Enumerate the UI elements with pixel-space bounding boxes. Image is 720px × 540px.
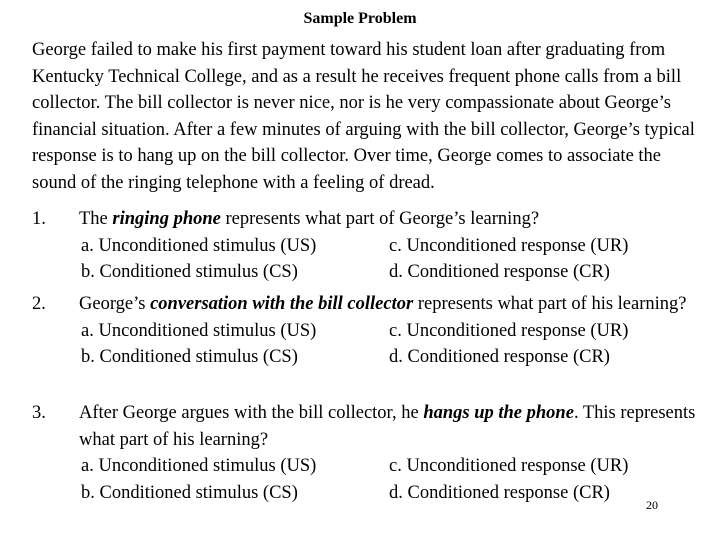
answer-options (81, 318, 704, 371)
question-number: 2. (32, 294, 46, 314)
intro-paragraph: George failed to make his first payment toward his student loan after graduating from Kentucky Technical College, and as a result he receives frequent phone calls from a bill collector. The bill collector is never nice, nor is he very compassionate about George’s financial situation. After a few minutes of arguing with the bill collector, George’s typical response is to hang up on the bill collector. Over time, George comes to associate the sound of the ringing telephone with a feeling of dread. (32, 40, 695, 193)
option-b: b. Conditioned stimulus (CS) (81, 482, 298, 503)
question-emphasis: ringing phone (112, 209, 221, 229)
answer-options (81, 453, 704, 506)
answer-options (81, 233, 704, 286)
option-b: b. Conditioned stimulus (CS) (81, 262, 298, 282)
question-emphasis: conversation with the bill collector (150, 294, 414, 314)
question-text-before: After George argues with the bill collector, he (79, 403, 424, 423)
page-number: 20 (646, 498, 658, 512)
question-text-after: represents what part of George’s learning? (220, 209, 540, 229)
option-c: c. Unconditioned response (UR) (389, 320, 629, 341)
question-number: 3. (32, 403, 46, 423)
question-text (79, 206, 704, 233)
question-text-before: The (79, 209, 113, 229)
question-2 (32, 291, 704, 371)
option-a: a. Unconditioned stimulus (US) (81, 320, 317, 341)
option-a: a. Unconditioned stimulus (US) (81, 235, 317, 256)
question-3 (32, 400, 704, 506)
option-b: b. Conditioned stimulus (CS) (81, 347, 298, 367)
question-emphasis: hangs up the phone (423, 403, 574, 423)
option-d: d. Conditioned response (CR) (389, 347, 610, 367)
question-1 (32, 206, 704, 286)
option-c: c. Unconditioned response (UR) (389, 235, 629, 256)
question-text (79, 400, 704, 453)
question-text-after: . This represents what part of his learning? (79, 403, 696, 450)
question-text-after: represents what part of his learning? (413, 294, 687, 314)
option-a: a. Unconditioned stimulus (US) (81, 456, 317, 476)
page-title: Sample Problem (303, 10, 417, 27)
option-d: d. Conditioned response (CR) (389, 482, 610, 503)
option-d: d. Conditioned response (CR) (389, 262, 610, 282)
question-text (79, 291, 704, 318)
question-number: 1. (32, 209, 46, 229)
option-c: c. Unconditioned response (UR) (389, 456, 629, 476)
question-text-before: George’s (79, 294, 151, 314)
